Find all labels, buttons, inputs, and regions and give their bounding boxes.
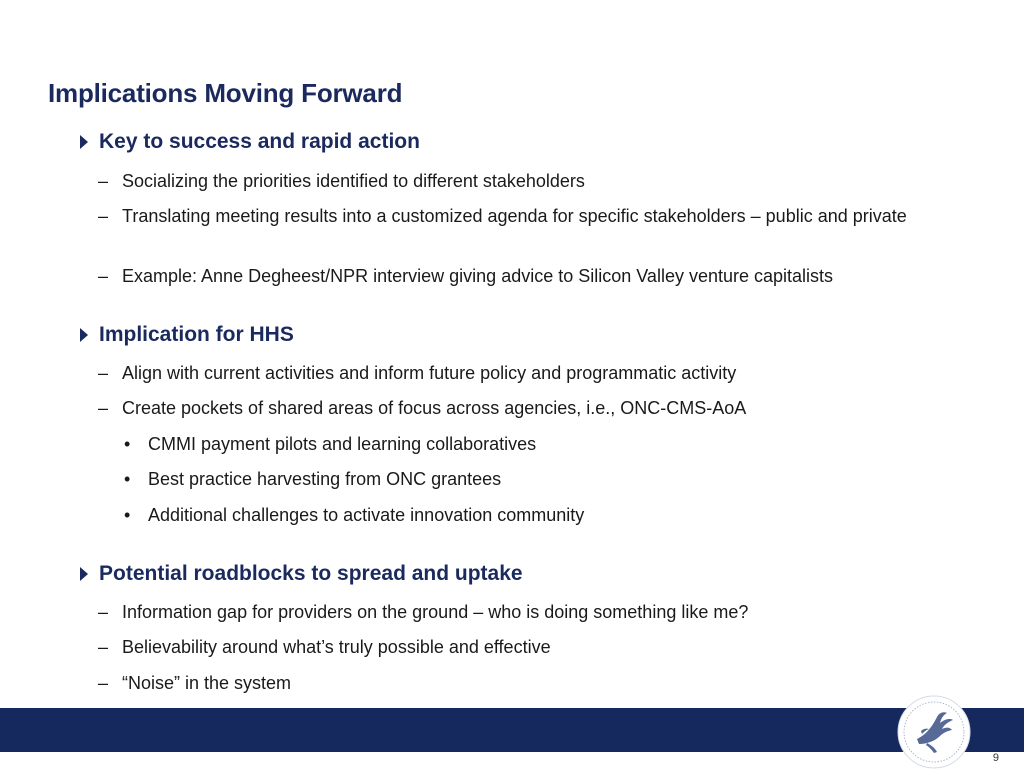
section-heading-label: Potential roadblocks to spread and uptake <box>99 562 523 585</box>
footer-bar <box>0 708 1024 752</box>
bullet-marker: • <box>124 434 131 454</box>
slide-title: Implications Moving Forward <box>48 78 403 108</box>
list-item <box>98 204 978 229</box>
dash-marker: – <box>98 171 109 191</box>
sub-list-item <box>124 467 974 492</box>
list-item-text: Align with current activities and inform future policy and programmatic activity <box>122 363 737 383</box>
list-item <box>98 169 978 194</box>
bullet-marker: • <box>124 469 131 489</box>
triangle-right-icon <box>80 135 88 149</box>
bullet-marker: • <box>124 505 131 525</box>
dash-marker: – <box>98 363 109 383</box>
sub-list-item-text: CMMI payment pilots and learning collaboratives <box>148 434 537 454</box>
triangle-right-icon <box>80 328 88 342</box>
dash-marker: – <box>98 206 109 226</box>
list-item-text: Translating meeting results into a customized agenda for specific stakeholders – public and private <box>122 206 907 226</box>
list-item-text: Believability around what’s truly possible and effective <box>122 637 551 657</box>
section-heading-label: Implication for HHS <box>99 323 294 346</box>
list-item-text: Information gap for providers on the ground – who is doing something like me? <box>122 602 749 622</box>
list-item-text: Create pockets of shared areas of focus across agencies, i.e., ONC-CMS-AoA <box>122 398 747 418</box>
section-heading-key-to-success <box>78 130 420 154</box>
list-item <box>98 264 978 289</box>
list-item-text: “Noise” in the system <box>122 673 292 693</box>
list-item-text: Socializing the priorities identified to different stakeholders <box>122 171 585 191</box>
page-number: 9 <box>992 752 999 764</box>
dash-marker: – <box>98 637 109 657</box>
section-heading-potential-roadblocks <box>78 562 523 586</box>
hhs-eagle-seal-icon <box>897 695 971 769</box>
section-heading-label: Key to success and rapid action <box>99 130 420 153</box>
list-item <box>98 361 978 386</box>
dash-marker: – <box>98 673 109 693</box>
sub-list-item <box>124 432 974 457</box>
list-item <box>98 635 978 660</box>
list-item <box>98 396 978 421</box>
sub-list-item-text: Best practice harvesting from ONC grantees <box>148 469 502 489</box>
triangle-right-icon <box>80 567 88 581</box>
list-item <box>98 600 978 625</box>
dash-marker: – <box>98 266 109 286</box>
sub-list-item-text: Additional challenges to activate innovation community <box>148 505 585 525</box>
list-item-text: Example: Anne Degheest/NPR interview giving advice to Silicon Valley venture capitalists <box>122 266 834 286</box>
list-item <box>98 671 978 696</box>
dash-marker: – <box>98 398 109 418</box>
sub-list-item <box>124 503 974 528</box>
dash-marker: – <box>98 602 109 622</box>
section-heading-implication-for-hhs <box>78 323 294 347</box>
